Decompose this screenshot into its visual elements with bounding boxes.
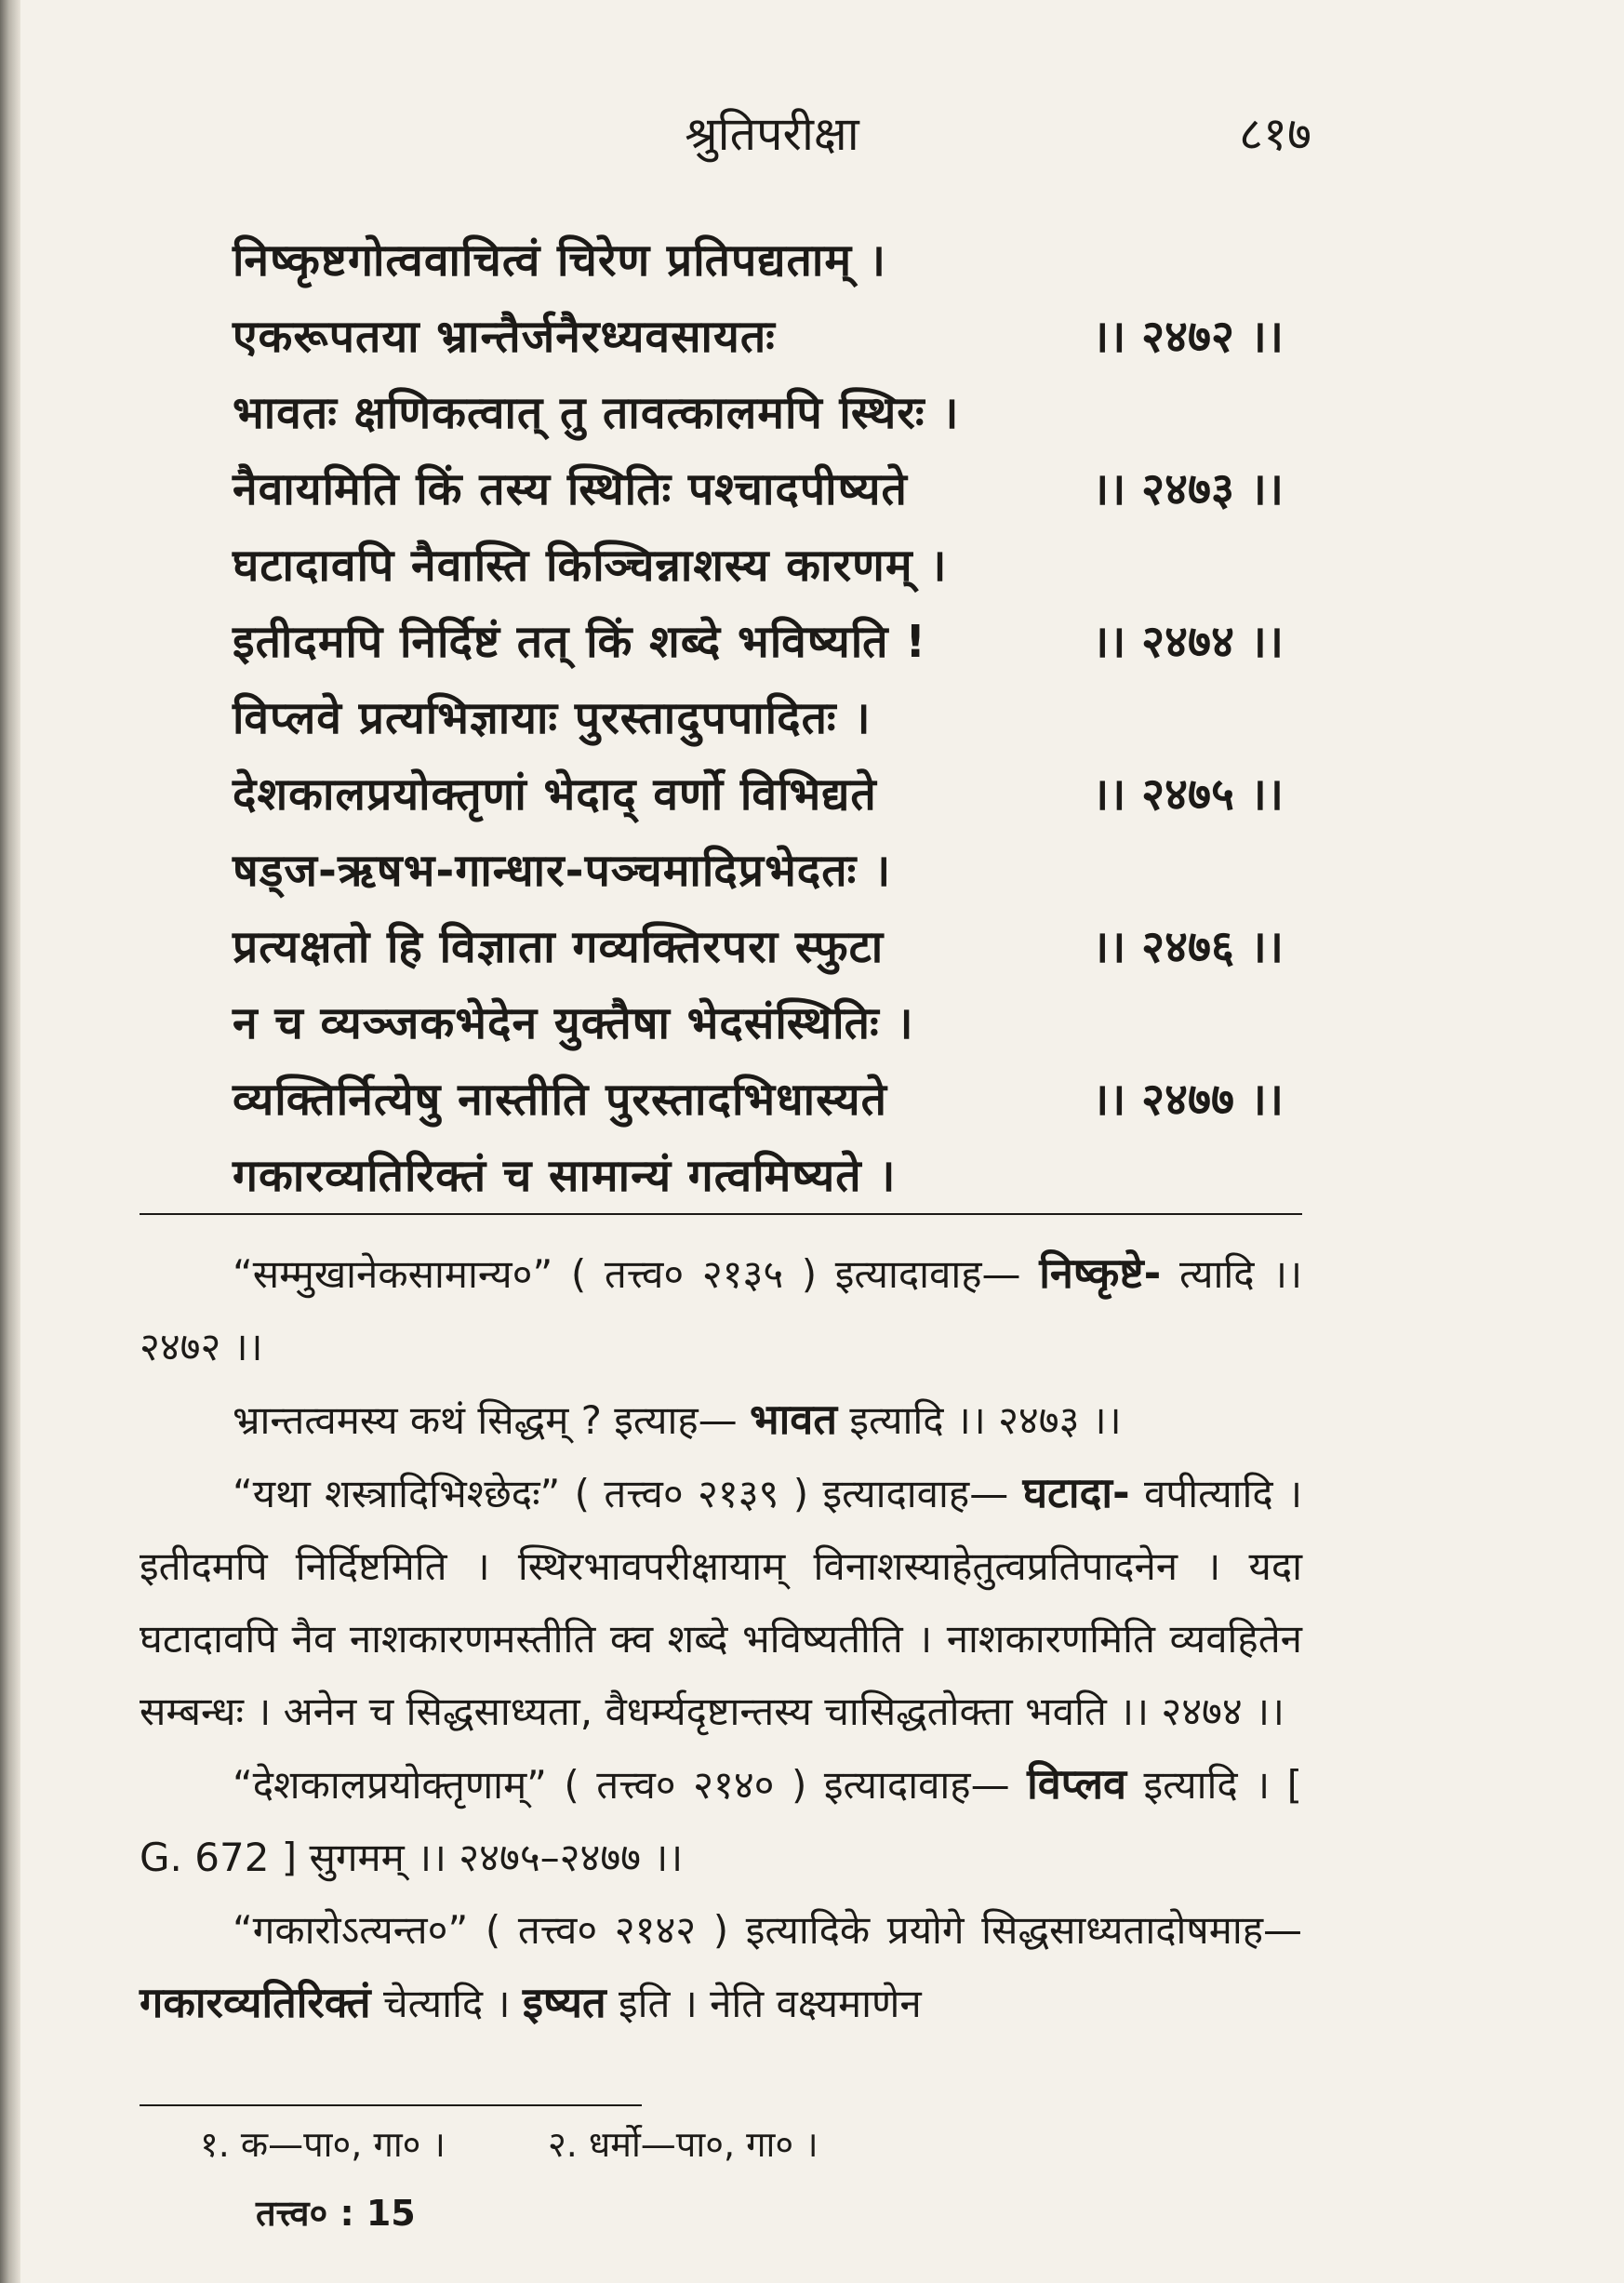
footnote-1: १. क—पा०, गा० । <box>200 2124 446 2165</box>
verse-line <box>233 305 1284 381</box>
verse-block <box>233 229 1284 1221</box>
commentary-text: चेत्यादि । <box>370 1981 523 2026</box>
commentary-text: “देशकालप्रयोक्तृणाम्” ( तत्त्व० २१४० ) इत्यादावाह— <box>233 1762 1028 1808</box>
commentary-keyword: भावत <box>750 1395 837 1444</box>
verse-line <box>233 610 1284 687</box>
commentary-paragraph <box>140 1383 1302 1457</box>
verse-line <box>233 1068 1284 1144</box>
verse-text: निष्कृष्टगोत्ववाचित्वं चिरेण प्रतिपद्यताम् । <box>233 234 886 287</box>
verse-number: ।। २४७६ ।। <box>1091 921 1284 973</box>
commentary-keyword: इष्यत <box>522 1978 606 2027</box>
verse-text: घटादावपि नैवास्ति किञ्चिन्नाशस्य कारणम् । <box>233 540 948 592</box>
page-header <box>233 100 1311 166</box>
verse-text: एकरूपतया भ्रान्तैर्जनैरध्यवसायतः <box>233 311 776 363</box>
book-spine-edge <box>0 0 20 2283</box>
commentary-text: वपीत्यादि । इतीदमपि निर्दिष्टमिति । स्थिरभावपरीक्षायाम् विनाशस्याहेतुत्वप्रतिपादनेन । यदा घटादावपि नैव नाशकारणमस्तीति क्व शब्दे भविष्यतीति । नाशकारणमिति व्यवहितेन सम्बन्धः । अनेन च सिद्धसाध्यता, वैधर्म्यदृष्टान्तस्य चासिद्धतोक्ता भवति ।। २४७४ ।। <box>140 1471 1302 1734</box>
verse-line <box>233 915 1284 992</box>
commentary-keyword: गकारव्यतिरिक्तं <box>140 1978 371 2027</box>
verse-line <box>233 229 1284 305</box>
commentary-text: “गकारोऽत्यन्त०” ( तत्त्व० २१४२ ) इत्यादिके प्रयोगे सिद्धसाध्यतादोषमाह— <box>233 1907 1302 1953</box>
commentary-text: इत्यादि ।। २४७३ ।। <box>836 1397 1122 1443</box>
commentary-paragraph <box>140 1748 1302 1894</box>
commentary-block <box>140 1237 1302 2040</box>
verse-number: ।। २४७३ ।। <box>1091 463 1284 515</box>
verse-line <box>233 687 1284 763</box>
commentary-text: इति । नेति वक्ष्यमाणेन <box>606 1981 922 2026</box>
verse-text: व्यक्तिर्नित्येषु नास्तीति पुरस्तादभिधास्यते <box>233 1074 887 1126</box>
verse-line <box>233 458 1284 534</box>
commentary-paragraph <box>140 1894 1302 2040</box>
commentary-text: त्यादि ।। २४७२ ।। <box>140 1251 1302 1369</box>
page-number: ८१७ <box>1239 107 1311 161</box>
verse-number: ।। २४७७ ।। <box>1091 1074 1284 1126</box>
commentary-paragraph <box>140 1237 1302 1383</box>
section-divider <box>140 1213 1302 1215</box>
commentary-text: “यथा शस्त्रादिभिश्छेदः” ( तत्त्व० २१३९ ) इत्यादावाह— <box>233 1471 1023 1516</box>
verse-line <box>233 1144 1284 1221</box>
verse-number: ।। २४७२ ।। <box>1091 311 1284 363</box>
verse-text: नैवायमिति किं तस्य स्थितिः पश्चादपीष्यते <box>233 463 908 515</box>
verse-text: इतीदमपि निर्दिष्टं तत् किं शब्दे भविष्यति ! <box>233 616 927 668</box>
running-title: श्रुतिपरीक्षा <box>685 107 859 161</box>
verse-text: गकारव्यतिरिक्तं च सामान्यं गत्वमिष्यते । <box>233 1150 897 1202</box>
verse-text: विप्लवे प्रत्यभिज्ञायाः पुरस्तादुपपादितः । <box>233 692 872 744</box>
verse-line <box>233 763 1284 839</box>
signature-mark: तत्त्व० : 15 <box>256 2193 416 2234</box>
commentary-text: इत्यादि । [ G. 672 ] सुगमम् ।। २४७५–२४७७ ।। <box>140 1762 1302 1880</box>
verse-line <box>233 839 1284 915</box>
commentary-keyword: निष्कृष्टे- <box>1039 1248 1162 1298</box>
verse-text: देशकालप्रयोक्तृणां भेदाद् वर्णो विभिद्यते <box>233 768 877 821</box>
verse-text: षड्ज-ऋषभ-गान्धार-पञ्चमादिप्रभेदतः । <box>233 845 892 897</box>
commentary-keyword: घटादा- <box>1022 1468 1130 1517</box>
verse-text: न च व्यञ्जकभेदेन युक्तैषा भेदसंस्थितिः । <box>233 997 914 1049</box>
commentary-keyword: विप्लव <box>1027 1759 1126 1809</box>
verse-line <box>233 992 1284 1068</box>
commentary-text: “सम्मुखानेकसामान्य०” ( तत्त्व० २१३५ ) इत्यादावाह— <box>233 1251 1040 1297</box>
verse-line <box>233 534 1284 610</box>
verse-line <box>233 381 1284 458</box>
footnotes <box>200 2119 819 2168</box>
verse-text: प्रत्यक्षतो हि विज्ञाता गव्यक्तिरपरा स्फुटा <box>233 921 885 973</box>
commentary-paragraph <box>140 1457 1302 1748</box>
commentary-text: भ्रान्तत्वमस्य कथं सिद्धम् ? इत्याह— <box>233 1397 751 1443</box>
verse-number: ।। २४७४ ।। <box>1091 616 1284 668</box>
footnote-divider <box>140 2104 642 2106</box>
verse-text: भावतः क्षणिकत्वात् तु तावत्कालमपि स्थिरः । <box>233 387 960 439</box>
footnote-2: २. धर्मो—पा०, गा० । <box>547 2124 819 2165</box>
verse-number: ।। २४७५ ।। <box>1091 768 1284 821</box>
